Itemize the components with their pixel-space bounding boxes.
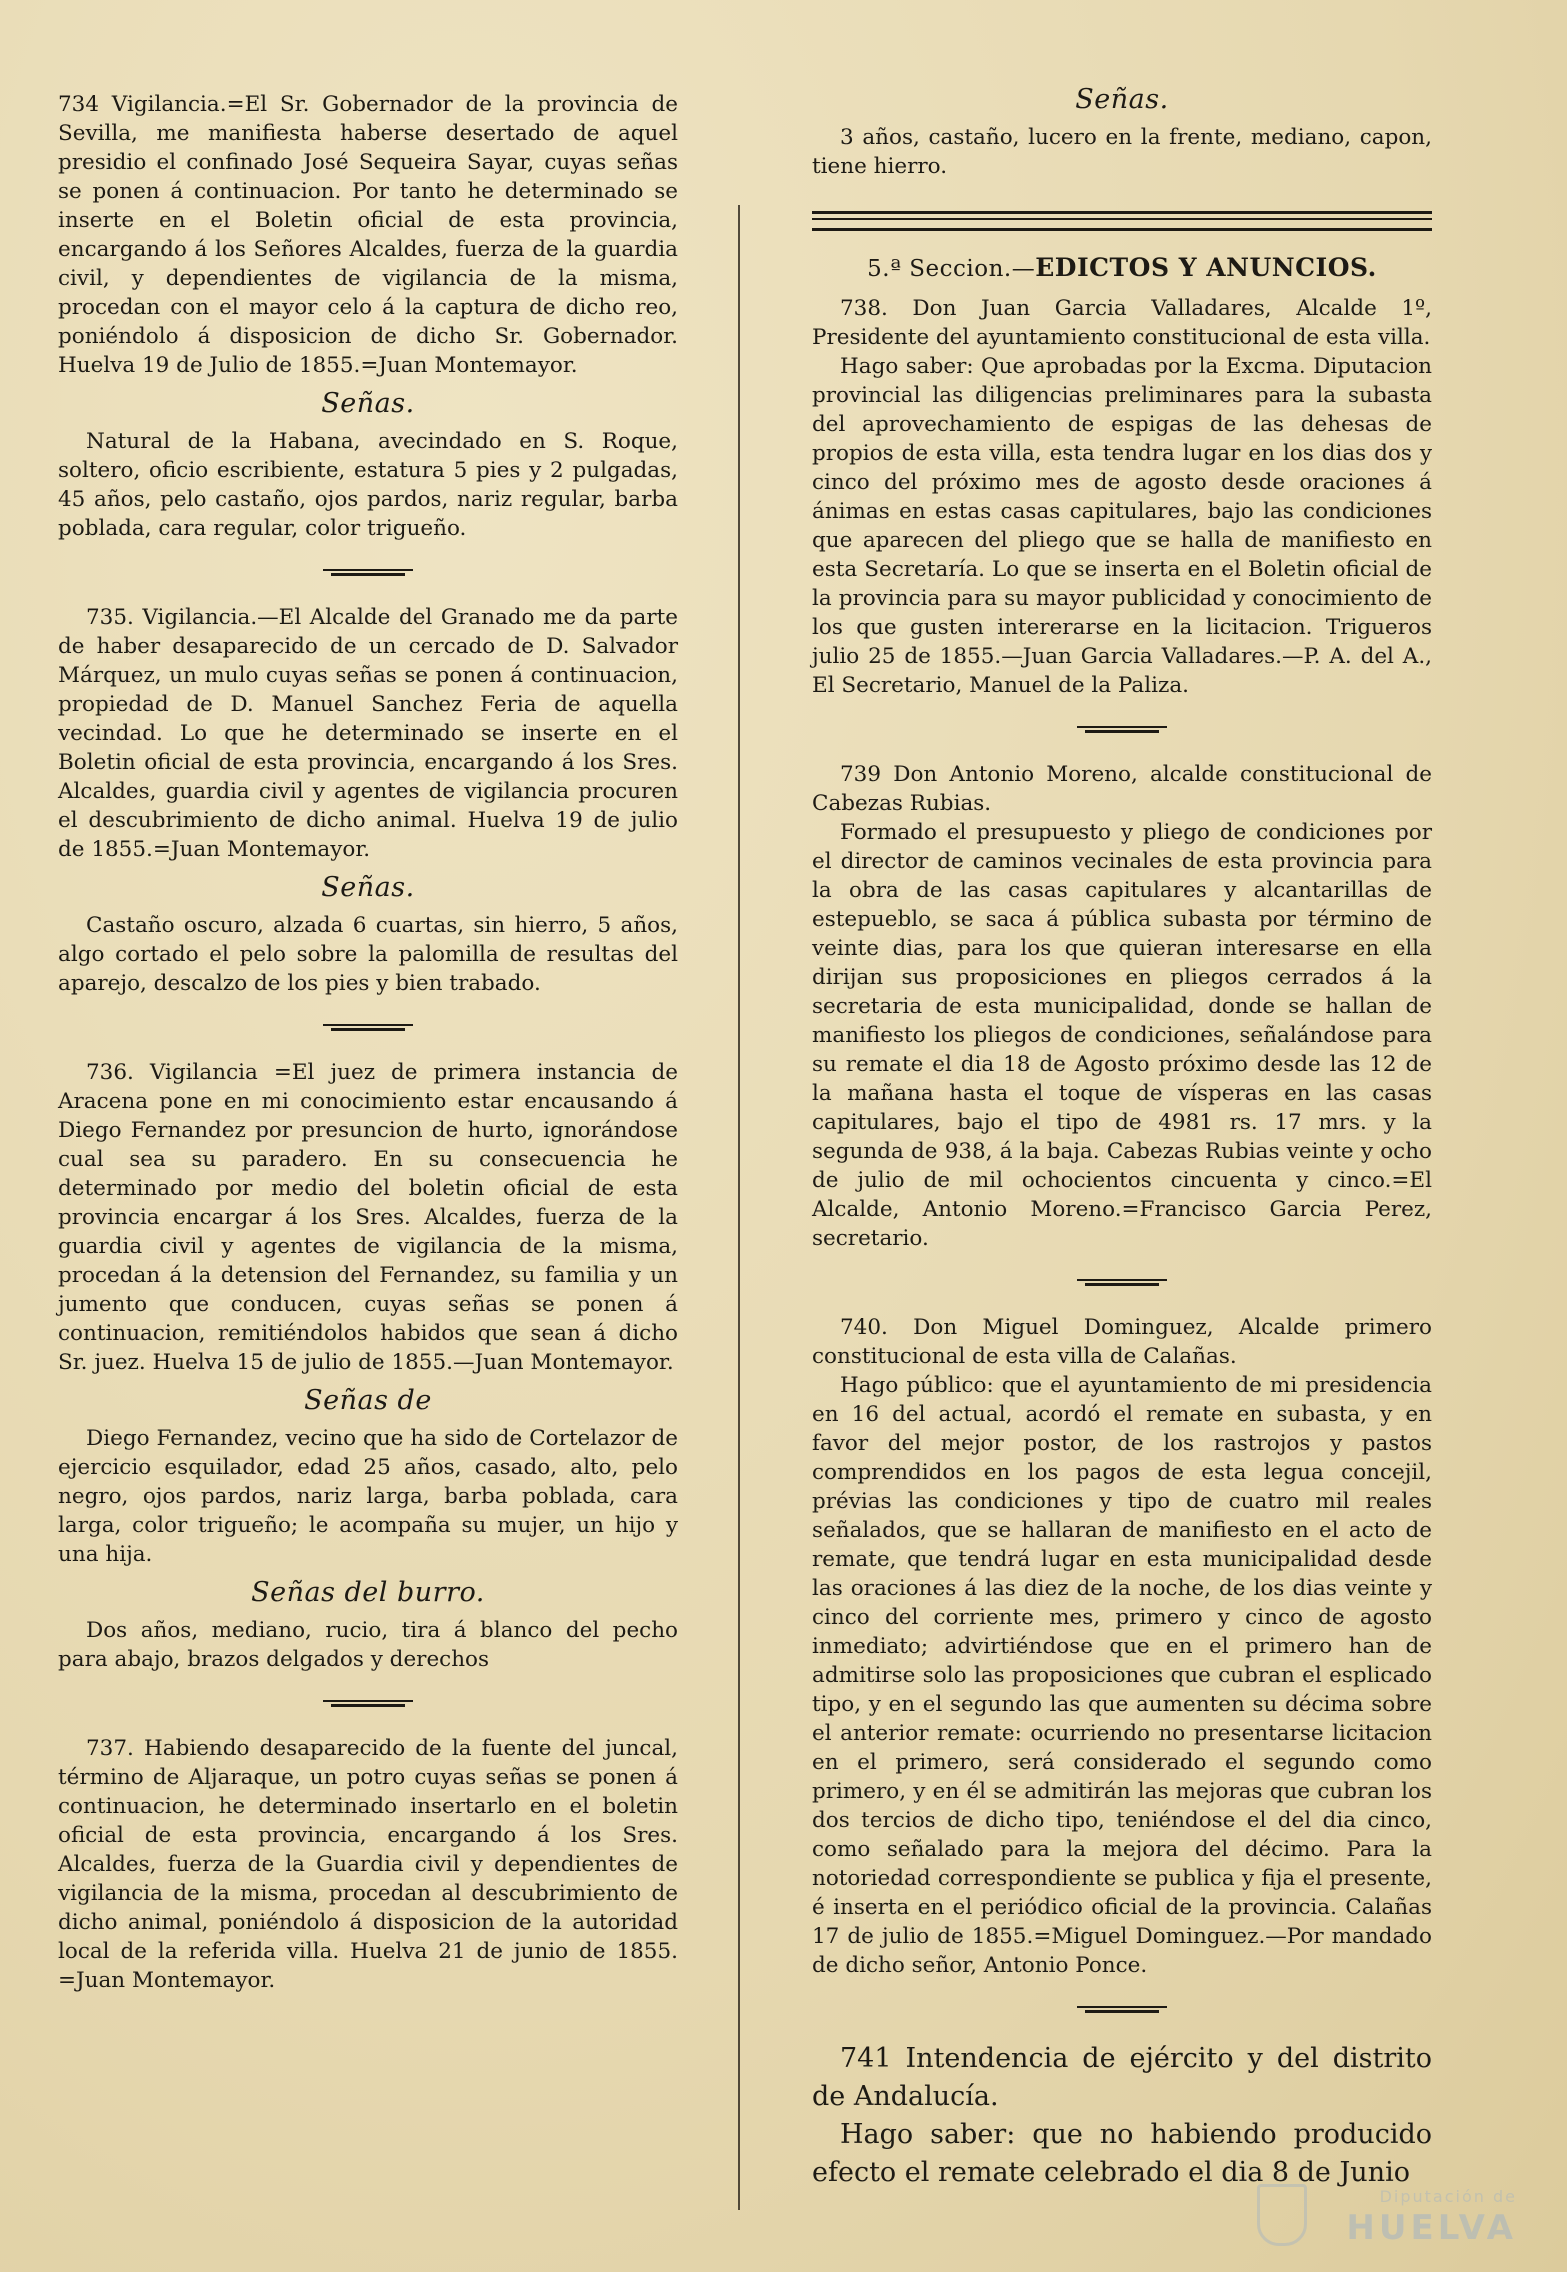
ornament-divider <box>1077 2004 1167 2014</box>
ornament-divider <box>323 1022 413 1032</box>
notice-741-head: 741 Intendencia de ejército y del distrito de Andalucía. <box>812 2043 1432 2112</box>
notice-740-body: Hago público: que el ayuntamiento de mi presidencia en 16 del actual, acordó el remate en subasta, y en favor del mejor postor, de los rastrojos y pastos comprendidos en los pagos de esta legua concejil, prévias las condiciones y tipo de cuatro mil reales señalados, que se hallaran de manifiesto en el acto de remate, que tendrá lugar en esta municipalidad desde las oraciones á las diez de la noche, de los dias veinte y cinco del corriente mes, primero y cinco de agosto inmediato; advirtiéndose que en el primero han de admitirse solo las proposiciones que cubran el esplicado tipo, y en el segundo las que aumenten su décima sobre el anterior remate: ocurriendo no presentarse licitacion en el primero, será considerado el segundo como primero, y en él se admitirán las mejoras que cubran los dos tercios de dicho tipo, teniéndose el del dia cinco, como señalado para la mejora del décimo. Para la notoriedad correspondiente se publica y fija el presente, é inserta en el periódico oficial de la provincia. Calañas 17 de julio de 1855.=Miguel Dominguez.—Por mandado de dicho señor, Antonio Ponce. <box>812 1373 1432 1978</box>
ornament-divider <box>323 1698 413 1708</box>
section-prefix: 5.ª Seccion.— <box>867 256 1036 282</box>
notice-737: 737. Habiendo desaparecido de la fuente del juncal, término de Aljaraque, un potro cuyas señas se ponen á continuacion, he determinado insertarlo en el boletin oficial de esta provincia, encargando á los Sres. Alcaldes, fuerza de la Guardia civil y dependientes de vigilancia de la misma, procedan al descubrimiento de dicho animal, poniéndolo á disposicion de la autoridad local de la referida villa. Huelva 21 de junio de 1855. =Juan Montemayor. <box>58 1736 678 1993</box>
notice-741-body: Hago saber: que no habiendo producido efecto el remate celebrado el dia 8 de Junio <box>812 2119 1432 2188</box>
notice-739-body: Formado el presupuesto y pliego de condiciones por el director de caminos vecinales de esta provincia para la obra de las casas capitulares y alcantarillas de estepueblo, se saca á pública subasta por término de veinte dias, para los que quieran interesarse en ella dirijan sus proposiciones en pliegos cerrados á la secretaria de esta municipalidad, donde se hallan de manifiesto los pliegos de condiciones, señalándose para su remate el dia 18 de Agosto próximo desde las 12 de la mañana hasta el toque de vísperas en las casas capitulares, bajo el tipo de 4981 rs. 17 mrs. y la segunda de 938, á la baja. Cabezas Rubias veinte y ocho de julio de mil ochocientos cincuenta y cinco.=El Alcalde, Antonio Moreno.=Francisco Garcia Perez, secretario. <box>812 820 1432 1251</box>
notice-734: 734 Vigilancia.=El Sr. Gobernador de la provincia de Sevilla, me manifiesta haberse desertado de aquel presidio el confinado José Sequeira Sayar, cuyas señas se ponen á continuacion. Por tanto he determinado se inserte en el Boletin oficial de esta provincia, encargando á los Señores Alcaldes, fuerza de la guardia civil, y dependientes de vigilancia de la misma, procedan con el mayor celo á la captura de dicho reo, poniéndolo á disposicion de dicho Sr. Gobernador. Huelva 19 de Julio de 1855.=Juan Montemayor. <box>58 92 678 378</box>
column-divider <box>738 205 740 2210</box>
senas-burro-title: Señas del burro. <box>251 1577 485 1608</box>
senas-burro: Dos años, mediano, rucio, tira á blanco del pecho para abajo, brazos delgados y derechos <box>58 1618 678 1672</box>
section-rule <box>812 211 1432 231</box>
watermark-huelva: HUELVA <box>1346 2208 1517 2248</box>
watermark-shield-icon <box>1257 2184 1307 2246</box>
notice-735: 735. Vigilancia.—El Alcalde del Granado me da parte de haber desaparecido de un cercado de D. Salvador Márquez, un mulo cuyas señas se ponen á continuacion, propiedad de D. Manuel Sanchez Feria de aquella vecindad. Lo que he determinado se inserte en el Boletin oficial de esta provincia, encargando á los Sres. Alcaldes, guardia civil y agentes de vigilancia procuren el descubrimiento de dicho animal. Huelva 19 de julio de 1855.=Juan Montemayor. <box>58 605 678 862</box>
watermark-small: Diputación de <box>1379 2187 1517 2206</box>
senas-735: Castaño oscuro, alzada 6 cuartas, sin hierro, 5 años, algo cortado el pelo sobre la palomilla de resultas del aparejo, descalzo de los pies y bien trabado. <box>58 913 678 996</box>
left-column <box>58 90 678 1995</box>
notice-741 <box>812 2040 1432 2192</box>
senas-737: 3 años, castaño, lucero en la frente, mediano, capon, tiene hierro. <box>812 125 1432 179</box>
ornament-divider <box>1077 724 1167 734</box>
senas-734-title: Señas. <box>321 388 415 419</box>
section-heading <box>812 253 1432 282</box>
senas-736-title: Señas de <box>304 1385 432 1416</box>
senas-737-title: Señas. <box>1075 84 1169 115</box>
senas-735-title: Señas. <box>321 872 415 903</box>
senas-734: Natural de la Habana, avecindado en S. Roque, soltero, oficio escribiente, estatura 5 pies y 2 pulgadas, 45 años, pelo castaño, ojos pardos, nariz regular, barba poblada, cara regular, color trigueño. <box>58 429 678 541</box>
ornament-divider <box>323 567 413 577</box>
right-column <box>812 84 1432 2192</box>
section-title: EDICTOS Y ANUNCIOS. <box>1035 253 1377 282</box>
notice-740-head: 740. Don Miguel Dominguez, Alcalde primero constitucional de esta villa de Calañas. <box>812 1315 1432 1369</box>
senas-736: Diego Fernandez, vecino que ha sido de Cortelazor de ejercicio esquilador, edad 25 años, casado, alto, pelo negro, ojos pardos, nariz larga, barba poblada, cara larga, color trigueño; le acompaña su mujer, un hijo y una hija. <box>58 1426 678 1567</box>
notice-738-body: Hago saber: Que aprobadas por la Excma. Diputacion provincial las diligencias preliminares para la subasta del aprovechamiento de espigas de las dehesas de propios de esta villa, esta tendra lugar en los dias dos y cinco del próximo mes de agosto desde oraciones á ánimas en estas casas capitulares, bajo las condiciones que aparecen del pliego que se halla de manifiesto en esta Secretaría. Lo que se inserta en el Boletin oficial de la provincia para su mayor publicidad y conocimiento de los que gusten intererarse en la licitacion. Trigueros julio 25 de 1855.—Juan Garcia Valladares.—P. A. del A., El Secretario, Manuel de la Paliza. <box>812 354 1432 698</box>
notice-739-head: 739 Don Antonio Moreno, alcalde constitucional de Cabezas Rubias. <box>812 762 1432 816</box>
notice-738-head: 738. Don Juan Garcia Valladares, Alcalde 1º, Presidente del ayuntamiento constitucional de esta villa. <box>812 296 1432 350</box>
ornament-divider <box>1077 1277 1167 1287</box>
notice-736: 736. Vigilancia =El juez de primera instancia de Aracena pone en mi conocimiento estar encausando á Diego Fernandez por presuncion de hurto, ignorándose cual sea su paradero. En su consecuencia he determinado por medio del boletin oficial de esta provincia encargar á los Sres. Alcaldes, fuerza de la guardia civil y agentes de vigilancia de la misma, procedan á la detension del Fernandez, su familia y un jumento que conducen, cuyas señas se ponen á continuacion, remitiéndolos habidos que sean á dicho Sr. juez. Huelva 15 de julio de 1855.—Juan Montemayor. <box>58 1060 678 1375</box>
